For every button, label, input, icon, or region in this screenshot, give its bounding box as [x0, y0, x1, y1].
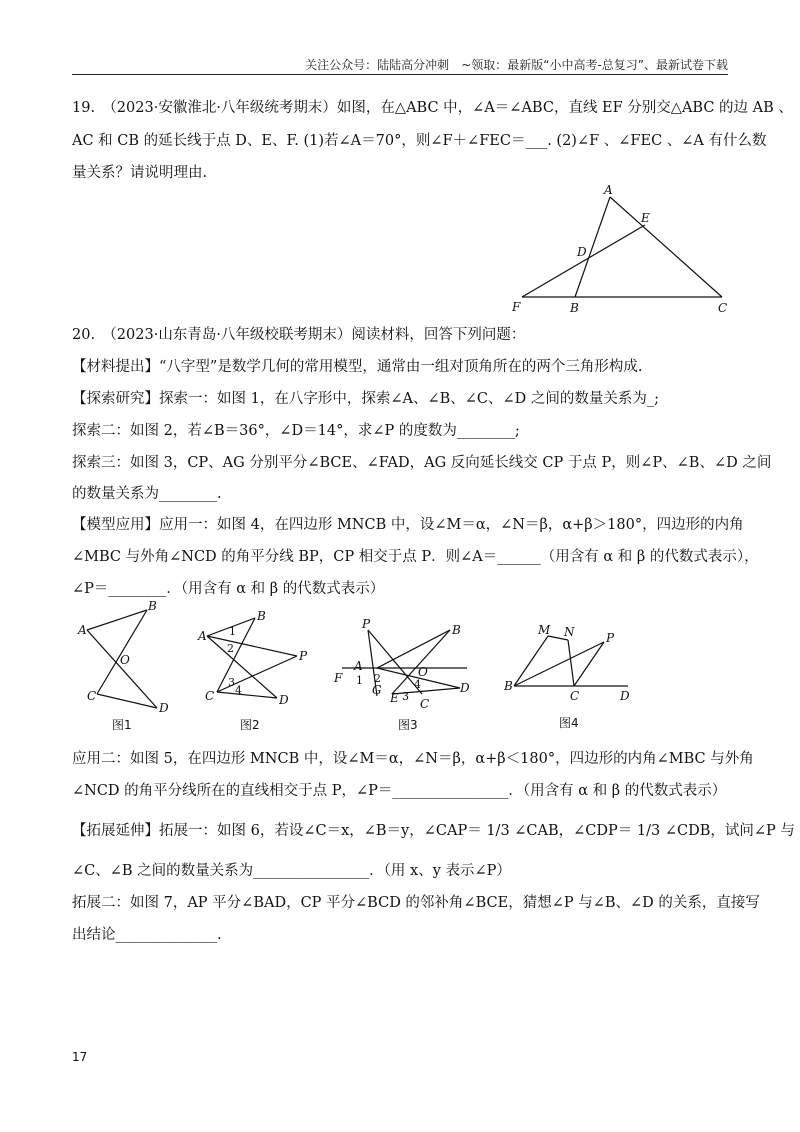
fig3-label-c: C: [420, 697, 430, 711]
q19-line3: 量关系？请说明理由.: [72, 165, 208, 181]
fig4-label-m: M: [538, 623, 551, 637]
page-header: 关注公众号：陆陆高分冲刺 ~领取：最新版“小中高考-总复习”、最新试卷下载: [305, 58, 728, 72]
fig1-label-b: B: [148, 599, 157, 613]
fig3-label-g: G: [372, 683, 382, 697]
figure-1: [75, 598, 175, 718]
q20-line12: 【拓展延伸】拓展一：如图 6，若设∠C＝x，∠B＝y，∠CAP＝ 1/3 ∠CAB，∠CDP＝ 1/3 ∠CDB，试问∠P 与: [72, 823, 795, 839]
fig4-caption: 图4: [559, 716, 579, 730]
q20-line8: ∠MBC 与外角∠NCD 的角平分线 BP，CP 相交于点 P．则∠A＝______（用含有 α 和 β 的代数式表示），: [72, 549, 759, 565]
fig3-label-d: D: [460, 681, 470, 695]
q20-line15: 出结论______________.: [72, 927, 222, 943]
q19-line2: AC 和 CB 的延长线于点 D、E、F. (1)若∠A＝70°，则∠F＋∠FEC＝___. (2)∠F 、∠FEC 、∠A 有什么数: [72, 133, 767, 149]
fig1-label-c: C: [87, 689, 97, 703]
fig3-label-e: E: [390, 691, 399, 705]
q20-line4: 探索二：如图 2，若∠B＝36°，∠D＝14°，求∠P 的度数为________;: [72, 423, 520, 439]
fig2-label-c: C: [205, 689, 215, 703]
fig4-label-n: N: [564, 625, 575, 639]
fig3-label-a: A: [354, 659, 363, 673]
fig2-angle-2: 2: [227, 642, 234, 655]
fig3-angle-4: 4: [414, 678, 421, 691]
fig3-angle-1: 1: [356, 674, 363, 687]
figure-4: [500, 622, 640, 708]
q20-line9: ∠P＝________．（用含有 α 和 β 的代数式表示）: [72, 581, 385, 597]
figure-q19: [500, 180, 740, 318]
fig2-label-p: P: [299, 649, 308, 663]
q20-line10: 应用二：如图 5，在四边形 MNCB 中，设∠M＝α，∠N＝β，α+β＜180°，四边形的内角∠MBC 与外角: [72, 751, 754, 767]
figure-2: [195, 602, 315, 714]
figure-3: [332, 612, 482, 716]
q20-line11: ∠NCD 的角平分线所在的直线相交于点 P，∠P＝________________．（用含有 α 和 β 的代数式表示）: [72, 783, 727, 799]
fig3-label-f: F: [334, 671, 343, 685]
fig3-label-b: B: [452, 623, 461, 637]
fig1-label-d: D: [159, 701, 169, 715]
q20-line5: 探索三：如图 3，CP、AG 分别平分∠BCE、∠FAD，AG 反向延长线交 CP 于点 P，则∠P、∠B、∠D 之间: [72, 455, 772, 471]
fig19-label-f: F: [512, 300, 521, 314]
q20-line13: ∠C、∠B 之间的数量关系为________________．（用 x、y 表示∠P）: [72, 863, 511, 879]
fig1-label-o: O: [120, 653, 130, 667]
fig3-label-o: O: [418, 665, 428, 679]
fig1-label-a: A: [78, 623, 87, 637]
fig2-angle-3: 3: [228, 676, 235, 689]
fig2-label-b: B: [257, 609, 266, 623]
fig19-label-c: C: [718, 301, 728, 315]
q20-line7: 【模型应用】应用一：如图 4，在四边形 MNCB 中，设∠M＝α，∠N＝β，α+β＞180°，四边形的内角: [72, 517, 744, 533]
fig4-label-p: P: [606, 631, 615, 645]
fig2-angle-4: 4: [235, 684, 242, 697]
page-number: 17: [72, 1050, 88, 1064]
q20-line3: 【探索研究】探索一：如图 1，在八字形中，探索∠A、∠B、∠C、∠D 之间的数量关系为_;: [72, 391, 660, 407]
q20-line6: 的数量关系为________.: [72, 486, 222, 502]
fig2-caption: 图2: [240, 718, 260, 732]
q20-line2: 【材料提出】“八字型”是数学几何的常用模型，通常由一组对顶角所在的两个三角形构成.: [72, 359, 643, 375]
q19-line1: 19. （2023·安徽淮北·八年级统考期末）如图，在△ABC 中，∠A＝∠ABC，直线 EF 分别交△ABC 的边 AB 、: [72, 100, 793, 116]
fig2-angle-1: 1: [229, 625, 236, 638]
fig1-caption: 图1: [112, 718, 132, 732]
fig19-label-b: B: [570, 301, 579, 315]
fig3-caption: 图3: [398, 718, 418, 732]
fig19-label-d: D: [577, 245, 587, 259]
fig19-label-e: E: [641, 211, 650, 225]
header-rule: [72, 74, 728, 75]
fig4-label-c: C: [570, 689, 580, 703]
fig3-label-p: P: [362, 617, 371, 631]
fig4-label-d: D: [620, 689, 630, 703]
fig19-label-a: A: [604, 183, 613, 197]
fig2-label-d: D: [279, 693, 289, 707]
fig4-label-b: B: [504, 679, 513, 693]
q20-line14: 拓展二：如图 7，AP 平分∠BAD，CP 平分∠BCD 的邻补角∠BCE，猜想∠P 与∠B、∠D 的关系，直接写: [72, 895, 760, 911]
fig2-label-a: A: [198, 629, 207, 643]
q20-line1: 20. （2023·山东青岛·八年级校联考期末）阅读材料，回答下列问题：: [72, 327, 526, 343]
fig3-angle-2: 2: [374, 672, 381, 685]
fig3-angle-3: 3: [402, 690, 409, 703]
